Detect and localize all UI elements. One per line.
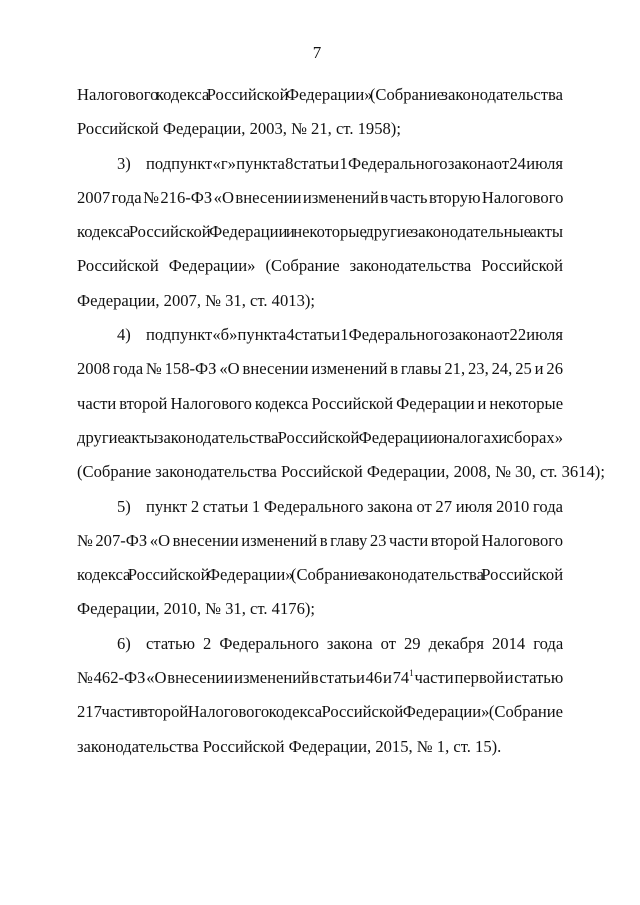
text-line: кодекса Российской Федерации» (Собрание законодательства Российской [77, 565, 564, 585]
text-line: 2007 года № 216-ФЗ «О внесении изменений в часть вторую Налогового [77, 187, 564, 207]
document-body [77, 78, 605, 764]
text-line: 2008 года № 158-ФЗ «О внесении изменений в главы 21, 23, 24, 25 и 26 [77, 359, 563, 379]
item-number: 4) [117, 325, 131, 345]
superscript: 1 [409, 668, 414, 679]
text-line: 217 части второй Налогового кодекса Российской Федерации» (Собрание [77, 702, 563, 722]
item-number: 3) [117, 153, 131, 173]
line-text: подпункт «г» пункта 8 статьи 1 Федерального закона от 24 июля [146, 153, 563, 173]
line-text: пункт 2 статьи 1 Федерального закона от 27 июля 2010 года [146, 496, 563, 516]
text-line [77, 661, 563, 695]
text-line [77, 318, 563, 352]
text-line [77, 490, 563, 524]
text-line: (Собрание законодательства Российской Федерации, 2008, № 30, ст. 3614); [77, 462, 605, 482]
text-line [77, 627, 563, 661]
text-line: Федерации, 2010, № 31, ст. 4176); [77, 599, 316, 619]
page-number: 7 [312, 43, 322, 62]
paragraph-continuation [77, 78, 563, 147]
line-text: № 462-ФЗ «О внесении изменений в статьи 46 и 74 [77, 668, 410, 688]
text-line: Российской Федерации, 2003, № 21, ст. 1958); [77, 119, 401, 139]
item-number: 6) [117, 633, 131, 653]
text-line: № 207-ФЗ «О внесении изменений в главу 23 части второй Налогового [77, 530, 563, 550]
line-text: статью 2 Федерального закона от 29 декабря 2014 года [146, 633, 564, 653]
list-item-6 [77, 627, 563, 764]
text-line: другие акты законодательства Российской Федерации о налогах и сборах» [77, 427, 563, 447]
text-line: Российской Федерации» (Собрание законодательства Российской [77, 256, 563, 276]
text-line: Федерации, 2007, № 31, ст. 4013); [77, 290, 316, 310]
list-item-4 [77, 318, 605, 489]
text-line: части второй Налогового кодекса Российской Федерации и некоторые [77, 393, 564, 413]
text-line: Налогового кодекса Российской Федерации» (Собрание законодательства [77, 85, 563, 104]
list-item-5 [77, 490, 563, 627]
line-text: подпункт «б» пункта 4 статьи 1 Федерального закона от 22 июля [146, 325, 563, 345]
list-item-3 [77, 147, 563, 318]
text-line [77, 147, 563, 181]
text-line: законодательства Российской Федерации, 2015, № 1, ст. 15). [77, 736, 502, 756]
line-text: части первой и статью [413, 668, 564, 688]
item-number: 5) [117, 496, 131, 516]
text-line: кодекса Российской Федерации и некоторые другие законодательные акты [77, 222, 564, 242]
